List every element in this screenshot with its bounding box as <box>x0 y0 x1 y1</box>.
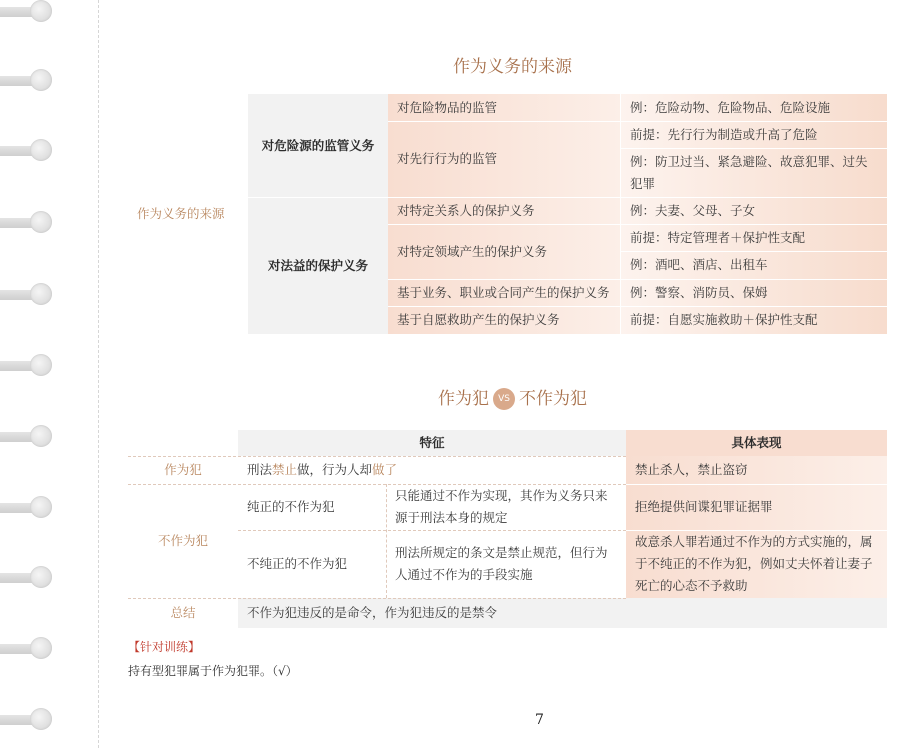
row-label-act-crime: 作为犯 <box>164 462 202 478</box>
right-cell: 前提：特定管理者＋保护性支配 <box>621 224 887 251</box>
mid-cell: 对特定领域产生的保护义务 <box>388 224 621 279</box>
manifest-pure-omission: 拒绝提供间谍犯罪证据罪 <box>626 484 887 530</box>
binder-ring <box>0 283 54 307</box>
header-manifestation: 具体表现 <box>626 430 887 456</box>
mid-cell: 基于自愿救助产生的保护义务 <box>388 306 621 334</box>
binder-ring <box>0 354 54 378</box>
group-legal-interest-protection: 对法益的保护义务 <box>248 197 388 334</box>
page-number: 7 <box>535 712 544 728</box>
right-cell: 例：警察、消防员、保姆 <box>621 279 887 306</box>
summary-text: 不作为犯违反的是命令，作为犯违反的是禁令 <box>238 598 887 628</box>
title-act-crime: 作为犯 <box>438 389 489 409</box>
right-cell: 前提：先行行为制造或升高了危险 <box>621 121 887 148</box>
manifest-act-crime: 禁止杀人，禁止盗窃 <box>626 456 887 484</box>
row-header-duty-sources: 作为义务的来源 <box>137 206 225 222</box>
group-hazard-supervision: 对危险源的监管义务 <box>248 94 388 197</box>
binder-ring <box>0 637 54 661</box>
vs-badge: VS <box>493 388 515 410</box>
right-cell: 例：酒吧、酒店、出租车 <box>621 251 887 279</box>
binder-ring <box>0 139 54 163</box>
mid-cell: 对先行行为的监管 <box>388 121 621 197</box>
type-impure-omission: 不纯正的不作为犯 <box>238 530 386 598</box>
section-title-duty-sources: 作为义务的来源 <box>453 57 572 77</box>
binder-ring <box>0 0 54 24</box>
title-omission-crime: 不作为犯 <box>519 389 587 409</box>
right-cell: 例：防卫过当、紧急避险、故意犯罪、过失犯罪 <box>621 148 887 197</box>
section-title-act-vs-omission <box>54 384 917 410</box>
binder-ring <box>0 69 54 93</box>
margin-divider <box>98 0 99 748</box>
manifest-impure-omission: 故意杀人罪若通过不作为的方式实施的，属于不纯正的不作为犯，例如丈夫怀着让妻子死亡的心态不予救助 <box>626 530 887 598</box>
type-pure-omission: 纯正的不作为犯 <box>238 484 386 530</box>
header-feature: 特征 <box>238 430 626 456</box>
exercise-text: 持有型犯罪属于作为犯罪。（√） <box>128 664 298 678</box>
feature-act-crime: 刑法 禁止 做，行为人却 做了 <box>238 456 626 484</box>
right-cell: 例：危险动物、危险物品、危险设施 <box>621 94 887 121</box>
mid-cell: 对特定关系人的保护义务 <box>388 197 621 224</box>
mid-cell: 对危险物品的监管 <box>388 94 621 121</box>
exercise-heading: 【针对训练】 <box>128 640 201 654</box>
right-cell: 前提：自愿实施救助＋保护性支配 <box>621 306 887 334</box>
mid-cell: 基于业务、职业或合同产生的保护义务 <box>388 279 621 306</box>
feature-pure-omission: 只能通过不作为实现，其作为义务只来源于刑法本身的规定 <box>386 484 626 530</box>
row-label-summary: 总结 <box>170 605 196 621</box>
binder-ring <box>0 496 54 520</box>
right-cell: 例：夫妻、父母、子女 <box>621 197 887 224</box>
feature-impure-omission: 刑法所规定的条文是禁止规范，但行为人通过不作为的手段实施 <box>386 530 626 598</box>
binder-ring <box>0 425 54 449</box>
row-label-omission-crime: 不作为犯 <box>157 533 208 549</box>
binder-ring <box>0 211 54 235</box>
binder-ring <box>0 708 54 732</box>
binder-ring <box>0 566 54 590</box>
